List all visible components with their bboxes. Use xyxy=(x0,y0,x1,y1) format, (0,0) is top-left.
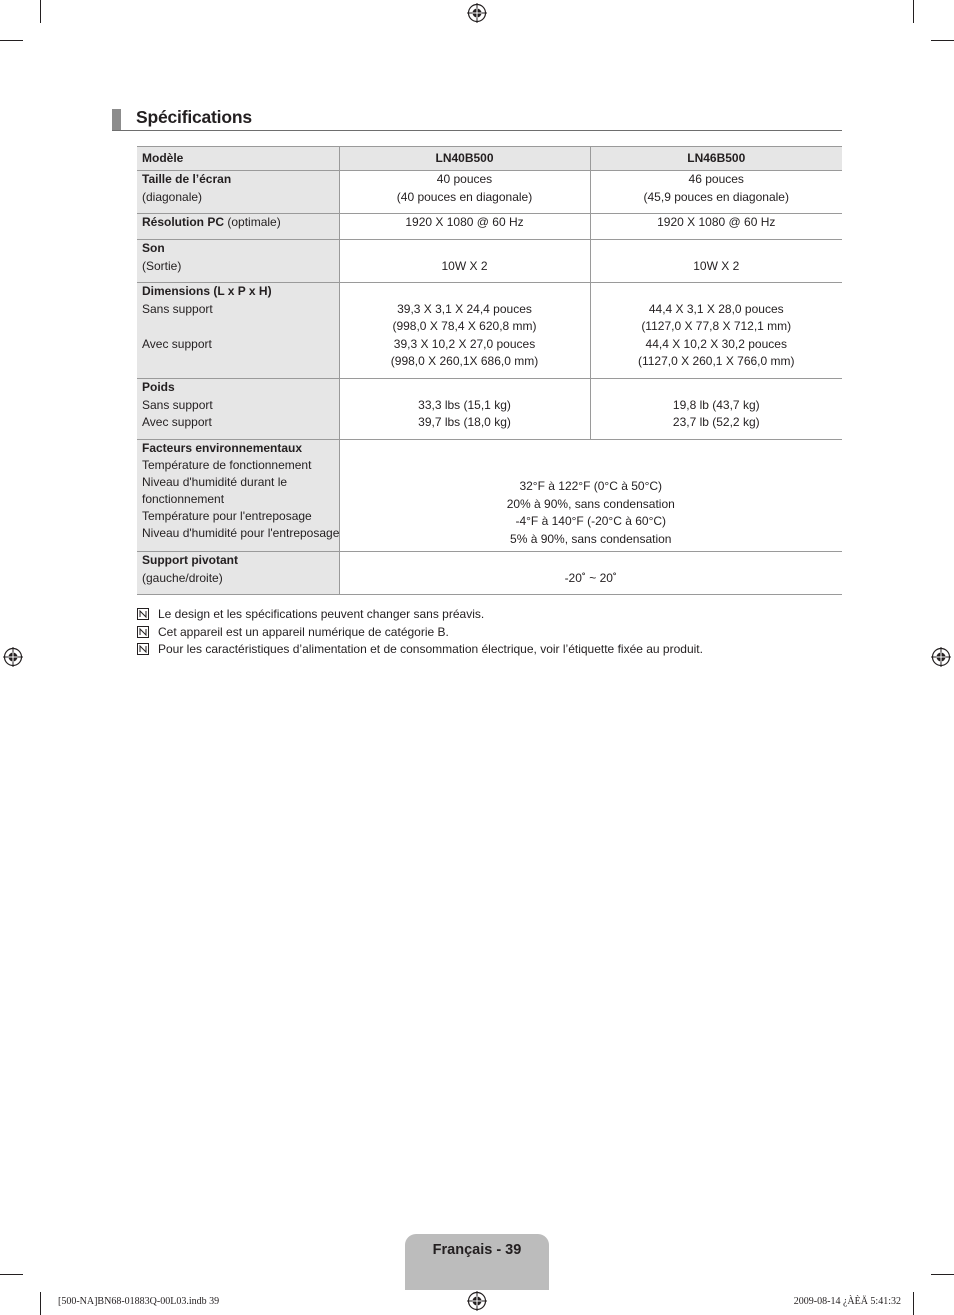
table-header-row xyxy=(137,147,842,171)
cell-line: 19,8 lb (43,7 kg) xyxy=(672,397,760,412)
row-label xyxy=(137,240,339,283)
cell-ln46b500: 1920 X 1080 @ 60 Hz xyxy=(590,214,842,240)
cell-line: 10W X 2 xyxy=(441,258,488,273)
page-number: Français - 39 xyxy=(432,1242,522,1258)
registration-mark-icon xyxy=(3,647,23,667)
registration-mark-icon xyxy=(467,1291,487,1311)
cell-line: 33,3 lbs (15,1 kg) xyxy=(418,397,511,412)
note-icon xyxy=(137,643,149,655)
cell-line: 44,4 X 10,2 X 30,2 pouces xyxy=(645,336,787,351)
cell-ln46b500 xyxy=(590,283,842,379)
cell-ln46b500 xyxy=(590,240,842,283)
row-label xyxy=(137,214,339,240)
cell-line: 32°F à 122°F (0°C à 50°C) xyxy=(519,479,663,493)
cell-line: 10W X 2 xyxy=(693,258,740,273)
cell-line: 5% à 90%, sans condensation xyxy=(510,531,672,546)
row-label-sub: (gauche/droite) xyxy=(142,570,223,585)
cell-environment-values xyxy=(339,440,842,552)
table-row-swivel xyxy=(137,552,842,595)
cell-ln40b500 xyxy=(339,240,590,283)
cell-line: 39,3 X 3,1 X 24,4 pouces xyxy=(397,301,532,316)
cell-ln40b500 xyxy=(339,283,590,379)
cell-line: 20% à 90%, sans condensation xyxy=(506,496,675,511)
row-label-title: Poids xyxy=(142,380,175,394)
note-text: Cet appareil est un appareil numérique de catégorie B. xyxy=(158,625,449,639)
note-item xyxy=(137,624,449,641)
table-row-weight xyxy=(137,379,842,440)
cell-line: -20˚ ~ 20˚ xyxy=(564,570,617,585)
row-label xyxy=(137,379,339,440)
cell-ln40b500: 1920 X 1080 @ 60 Hz xyxy=(339,214,590,240)
section-title: Spécifications xyxy=(136,107,252,127)
note-text: Pour les caractéristiques d’alimentation et de consommation électrique, voir l’étiquette fixée au produit. xyxy=(158,642,703,656)
note-icon xyxy=(137,608,149,620)
table-row-environment xyxy=(137,440,842,552)
cell-line: 39,7 lbs (18,0 kg) xyxy=(418,415,511,429)
row-label xyxy=(137,440,339,552)
row-label-sub: Niveau d'humidité durant le xyxy=(142,475,288,489)
row-label-sub: (diagonale) xyxy=(142,189,203,204)
row-label-title: Son xyxy=(142,241,165,255)
cell-ln40b500 xyxy=(339,379,590,440)
row-label-sub: Température de fonctionnement xyxy=(142,458,312,472)
cell-line: (40 pouces en diagonale) xyxy=(396,189,533,204)
cell-line: (1127,0 X 77,8 X 712,1 mm) xyxy=(641,319,792,333)
row-label-sub: Avec support xyxy=(142,415,212,429)
row-label-sub: (optimale) xyxy=(224,215,281,229)
registration-mark-icon xyxy=(931,647,951,667)
print-slug-timestamp: 2009-08-14 ¿ÀÈÄ 5:41:32 xyxy=(793,1296,901,1307)
cell-line: (1127,0 X 260,1 X 766,0 mm) xyxy=(637,354,795,368)
note-icon xyxy=(137,626,149,638)
cell-line: 40 pouces xyxy=(436,172,493,186)
row-label-title: Taille de l’écran xyxy=(142,172,232,186)
cell-line: 39,3 X 10,2 X 27,0 pouces xyxy=(393,336,536,351)
cell-ln46b500 xyxy=(590,171,842,214)
cell-swivel-value xyxy=(339,552,842,595)
crop-mark xyxy=(40,0,41,23)
note-item xyxy=(137,641,703,658)
row-label-sub: Niveau d'humidité pour l'entreposage xyxy=(142,526,340,540)
row-label-sub: fonctionnement xyxy=(142,492,225,506)
table-row-sound xyxy=(137,240,842,283)
table-row-screen-size xyxy=(137,171,842,214)
cell-line: 46 pouces xyxy=(688,172,744,186)
row-label-sub: Avec support xyxy=(142,336,212,351)
crop-mark xyxy=(931,40,954,41)
cell-line: (998,0 X 260,1X 686,0 mm) xyxy=(390,354,539,368)
row-label-sub: Sans support xyxy=(142,397,213,412)
header-model-ln40b500: LN40B500 xyxy=(339,147,590,171)
row-label-sub: (Sortie) xyxy=(142,258,182,273)
table-row-dimensions xyxy=(137,283,842,379)
row-label xyxy=(137,283,339,379)
specifications-table xyxy=(137,146,842,595)
crop-mark xyxy=(913,0,914,23)
cell-line: (998,0 X 78,4 X 620,8 mm) xyxy=(392,319,537,333)
crop-mark xyxy=(931,1274,954,1275)
cell-ln46b500 xyxy=(590,379,842,440)
crop-mark xyxy=(0,40,23,41)
crop-mark xyxy=(40,1292,41,1315)
note-text: Le design et les spécifications peuvent changer sans préavis. xyxy=(158,607,485,621)
cell-line: (45,9 pouces en diagonale) xyxy=(643,189,789,204)
header-model-label: Modèle xyxy=(137,147,339,171)
table-row-resolution xyxy=(137,214,842,240)
header-model-ln46b500: LN46B500 xyxy=(590,147,842,171)
registration-mark-icon xyxy=(467,3,487,23)
cell-ln40b500 xyxy=(339,171,590,214)
cell-line: 44,4 X 3,1 X 28,0 pouces xyxy=(648,301,784,316)
row-label-title: Facteurs environnementaux xyxy=(142,441,303,455)
note-item xyxy=(137,606,484,623)
crop-mark xyxy=(913,1292,914,1315)
section-marker xyxy=(112,109,121,130)
crop-mark xyxy=(0,1274,23,1275)
row-label-sub: Température pour l'entreposage xyxy=(142,509,312,523)
row-label xyxy=(137,171,339,214)
row-label xyxy=(137,552,339,595)
row-label-sub: Sans support xyxy=(142,301,213,316)
row-label-title: Dimensions (L x P x H) xyxy=(142,284,272,298)
print-slug-filename: [500-NA]BN68-01883Q-00L03.indb 39 xyxy=(58,1296,220,1307)
row-label-title: Résolution PC xyxy=(142,215,225,229)
section-rule xyxy=(112,130,842,131)
cell-line: 23,7 lb (52,2 kg) xyxy=(672,415,760,429)
row-label-title: Support pivotant xyxy=(142,553,238,567)
cell-line: -4°F à 140°F (-20°C à 60°C) xyxy=(515,514,667,528)
